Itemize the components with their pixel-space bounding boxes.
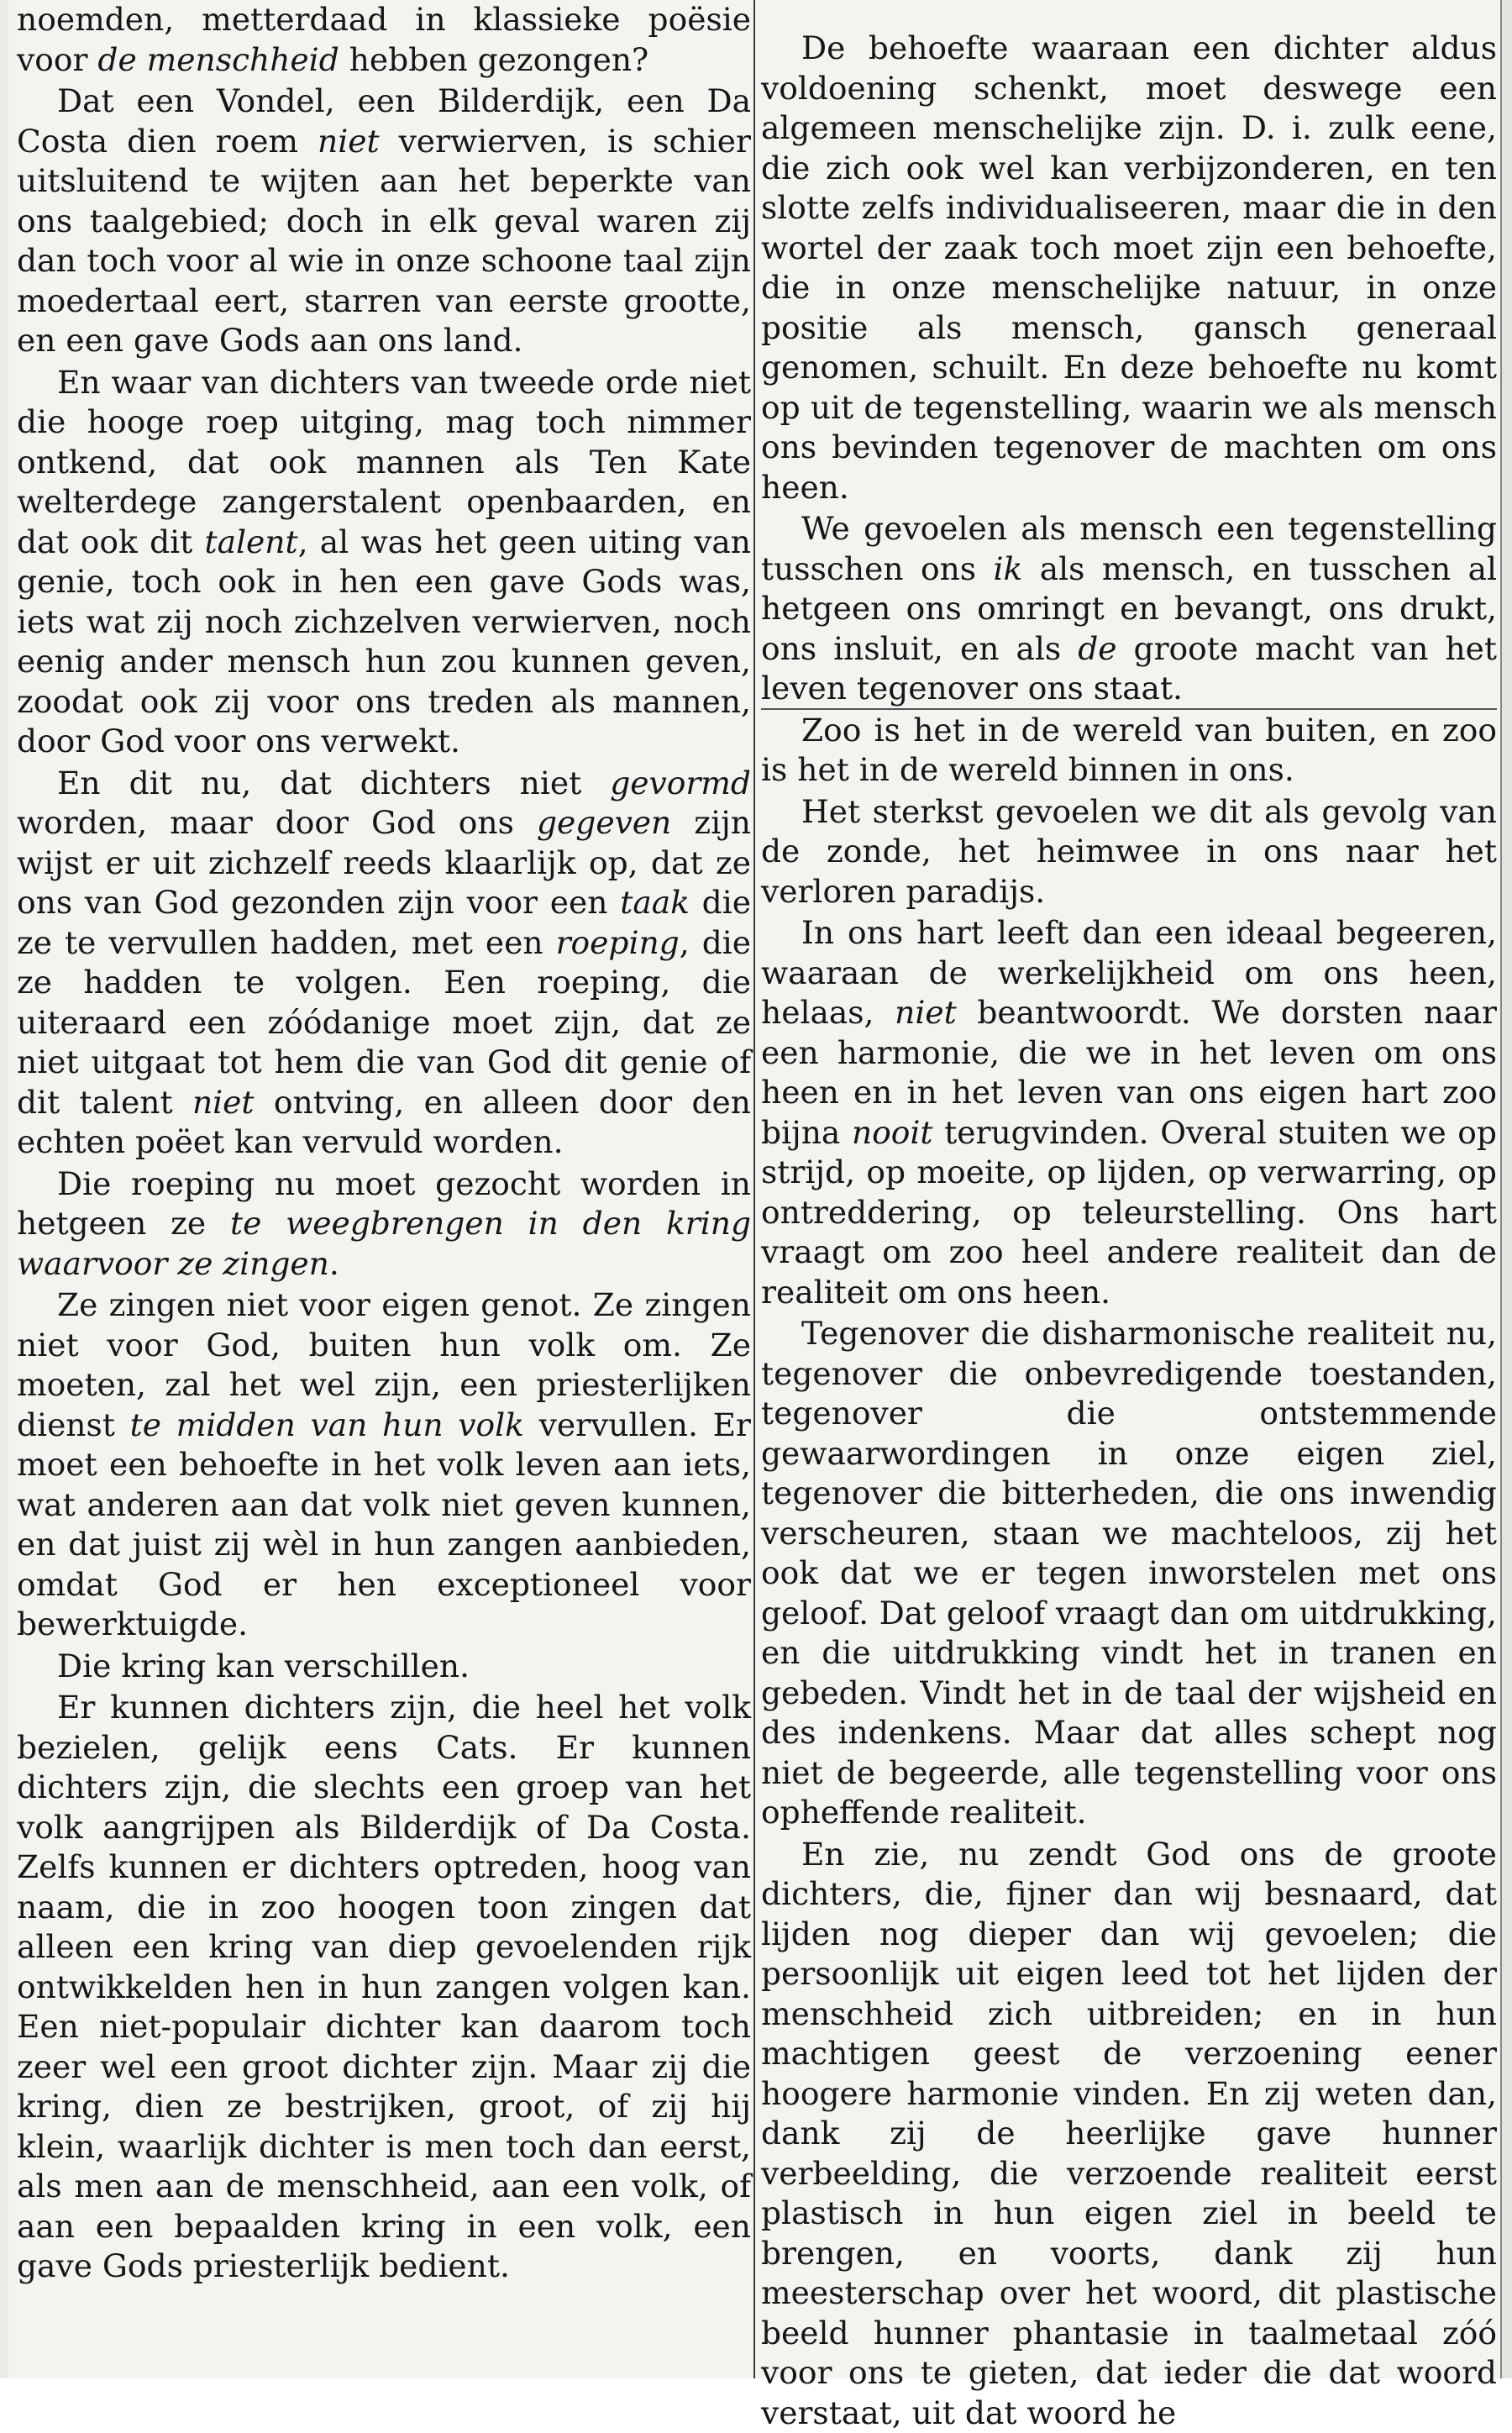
right-paragraph-5: Tegenover die disharmonische realiteit nu, tegenover die onbevredigende toestanden, tegenover die ontstemmende gewaarwordingen in onze eigen ziel, tegenover die bitterheden, die ons inwendig verscheuren, staan we machteloos, zij het ook dat we er tegen inworstelen met ons geloof. Dat geloof vraagt dan om uitdrukking, en die uitdrukking vindt het in tranen en gebeden. Vindt het in de taal der wijsheid en des indenkens. Maar dat alles schept nog niet de begeerde, alle tegenstelling voor ons opheffende realiteit. [761, 1314, 1497, 1833]
right-paragraph-2: Zoo is het in de wereld van buiten, en zoo is het in de wereld binnen in ons. [761, 711, 1497, 791]
page-edge-left [0, 0, 8, 2378]
left-paragraph-2: En waar van dichters van tweede orde niet die hooge roep uitging, mag toch nimmer ontkend, dat ook mannen als Ten Kate welterdege zangerstalent openbaarden, en dat ook dit talent, al was het geen uiting van genie, toch ook in hen een gave Gods was, iets wat zij noch zichzelven verwierven, noch eenig ander mensch hun zou kunnen geven, zoodat ook zij voor ons treden als mannen, door God voor ons verwekt. [17, 363, 751, 762]
column-divider [753, 0, 755, 2378]
left-paragraph-0: noemden, metterdaad in klassieke poësie voor de menschheid hebben gezongen? [17, 0, 751, 80]
right-paragraph-6: En zie, nu zendt God ons de groote dichters, die, fijner dan wij besnaard, dat lijden nog dieper dan wij gevoelen; die persoonlijk uit eigen leed tot het lijden der menschheid zich uitbreiden; en in hun machtigen geest de verzoening eener hoogere harmonie vinden. En zij weten dan, dank zij de heerlijke gave hunner verbeelding, die verzoende realiteit eerst plastisch in hun eigen ziel in beeld te brengen, en voorts, dank zij hun meesterschap over het woord, dit plastische beeld hunner phantasie in taalmetaal zóó voor ons te gieten, dat ieder die dat woord verstaat, uit dat woord he [761, 1835, 1497, 2433]
left-paragraph-5: Ze zingen niet voor eigen genot. Ze zingen niet voor God, buiten hun volk om. Ze moeten, zal het wel zijn, een priesterlijken dienst te midden van hun volk vervullen. Er moet een behoefte in het volk leven aan iets, wat anderen aan dat volk niet geven kunnen, en dat juist zij wèl in hun zangen aanbieden, omdat God er hen exceptioneel voor bewerktuigde. [17, 1285, 751, 1645]
right-paragraph-3: Het sterkst gevoelen we dit als gevolg van de zonde, het heimwee in ons naar het verloren paradijs. [761, 792, 1497, 912]
left-paragraph-1: Dat een Vondel, een Bilderdijk, een Da Costa dien roem niet verwierven, is schier uitsluitend te wijten aan het beperkte van ons taalgebied; doch in elk geval waren zij dan toch voor al wie in onze schoone taal zijn moedertaal eert, starren van eerste grootte, en een gave Gods aan ons land. [17, 81, 751, 361]
right-paragraph-1: We gevoelen als mensch een tegenstelling tusschen ons ik als mensch, en tusschen al hetgeen ons omringt en bevangt, ons drukt, ons insluit, en als de groote macht van het leven tegenover ons staat. [761, 509, 1497, 709]
left-paragraph-6: Die kring kan verschillen. [17, 1647, 751, 1687]
clip-seam-line [761, 708, 1497, 710]
left-paragraph-3: En dit nu, dat dichters niet gevormd worden, maar door God ons gegeven zijn wijst er uit zichzelf reeds klaarlijk op, dat ze ons van God gezonden zijn voor een taak die ze te vervullen hadden, met een roeping, die ze hadden te volgen. Een roeping, die uiteraard een zóódanige moet zijn, dat ze niet uitgaat tot hem die van God dit genie of dit talent niet ontving, en alleen door den echten poëet kan vervuld worden. [17, 764, 751, 1163]
page-edge-right [1500, 0, 1512, 2378]
left-paragraph-7: Er kunnen dichters zijn, die heel het volk bezielen, gelijk eens Cats. Er kunnen dichters zijn, die slechts een groep van het volk aangrijpen als Bilderdijk of Da Costa. Zelfs kunnen er dichters optreden, hoog van naam, die in zoo hoogen toon zingen dat alleen een kring van diep gevoelenden rijk ontwikkelden hen in hun zangen volgen kan. Een niet-populair dichter kan daarom toch zeer wel een groot dichter zijn. Maar zij die kring, dien ze bestrijken, groot, of zij hij klein, waarlijk dichter is men toch dan eerst, als men aan de menschheid, aan een volk, of aan een bepaalden kring in een volk, een gave Gods priesterlijk bedient. [17, 1688, 751, 2287]
right-column [761, 29, 1497, 2433]
left-paragraph-4: Die roeping nu moet gezocht worden in hetgeen ze te weegbrengen in den kring waarvoor ze zingen. [17, 1164, 751, 1285]
right-paragraph-4: In ons hart leeft dan een ideaal begeeren, waaraan de werkelijkheid om ons heen, helaas, niet beantwoordt. We dorsten naar een harmonie, die we in het leven om ons heen en in het leven van ons eigen hart zoo bijna nooit terugvinden. Overal stuiten we op strijd, op moeite, op lijden, op verwarring, op ontreddering, op teleurstelling. Ons hart vraagt om zoo heel andere realiteit dan de realiteit om ons heen. [761, 913, 1497, 1312]
right-paragraph-0: De behoefte waaraan een dichter aldus voldoening schenkt, moet deswege een algemeen menschelijke zijn. D. i. zulk eene, die zich ook wel kan verbijzonderen, en ten slotte zelfs individualiseeren, maar die in den wortel der zaak toch moet zijn een behoefte, die in onze menschelijke natuur, in onze positie als mensch, gansch generaal genomen, schuilt. En deze behoefte nu komt op uit de tegenstelling, waarin we als mensch ons bevinden tegenover de machten om ons heen. [761, 29, 1497, 507]
left-column [17, 0, 751, 2287]
